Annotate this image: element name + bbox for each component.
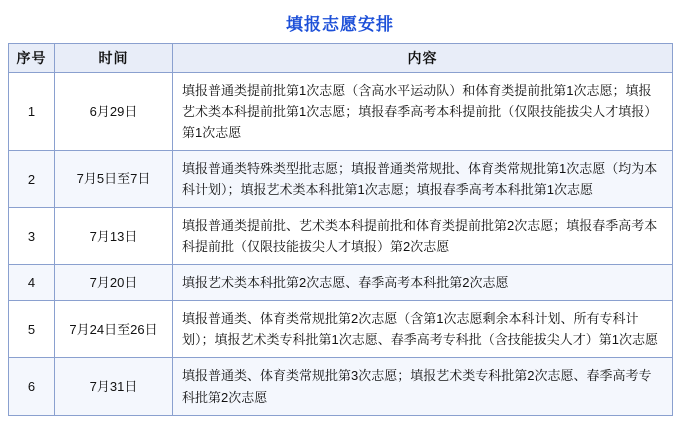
column-header-time: 时间 — [55, 44, 173, 73]
cell-time: 7月13日 — [55, 208, 173, 265]
table-header — [9, 44, 673, 73]
cell-no: 6 — [9, 358, 55, 415]
cell-time: 6月29日 — [55, 73, 173, 151]
column-header-content: 内容 — [173, 44, 673, 73]
cell-time: 7月20日 — [55, 265, 173, 301]
table-body — [9, 73, 673, 416]
volunteer-schedule-table — [8, 43, 673, 416]
cell-content: 填报普通类、体育类常规批第2次志愿（含第1次志愿剩余本科计划、所有专科计划）；填报艺术类专科批第1次志愿、春季高考专科批（含技能拔尖人才）第1次志愿 — [173, 301, 673, 358]
page-title: 填报志愿安排 — [286, 15, 394, 34]
table-row — [9, 73, 673, 151]
cell-no: 3 — [9, 208, 55, 265]
cell-content: 填报艺术类本科批第2次志愿、春季高考本科批第2次志愿 — [173, 265, 673, 301]
cell-time: 7月5日至7日 — [55, 151, 173, 208]
column-header-no: 序号 — [9, 44, 55, 73]
table-row — [9, 301, 673, 358]
cell-no: 4 — [9, 265, 55, 301]
table-row — [9, 265, 673, 301]
cell-no: 2 — [9, 151, 55, 208]
cell-no: 5 — [9, 301, 55, 358]
cell-content: 填报普通类提前批、艺术类本科提前批和体育类提前批第2次志愿；填报春季高考本科提前批（仅限技能拔尖人才填报）第2次志愿 — [173, 208, 673, 265]
cell-content: 填报普通类特殊类型批志愿；填报普通类常规批、体育类常规批第1次志愿（均为本科计划）；填报艺术类本科批第1次志愿；填报春季高考本科批第1次志愿 — [173, 151, 673, 208]
table-row — [9, 151, 673, 208]
cell-content: 填报普通类、体育类常规批第3次志愿；填报艺术类专科批第2次志愿、春季高考专科批第2次志愿 — [173, 358, 673, 415]
cell-no: 1 — [9, 73, 55, 151]
table-row — [9, 208, 673, 265]
table-row — [9, 358, 673, 415]
cell-time: 7月31日 — [55, 358, 173, 415]
table-header-row — [9, 44, 673, 73]
cell-time: 7月24日至26日 — [55, 301, 173, 358]
cell-content: 填报普通类提前批第1次志愿（含高水平运动队）和体育类提前批第1次志愿；填报艺术类本科提前批第1次志愿；填报春季高考本科提前批（仅限技能拔尖人才填报）第1次志愿 — [173, 73, 673, 151]
